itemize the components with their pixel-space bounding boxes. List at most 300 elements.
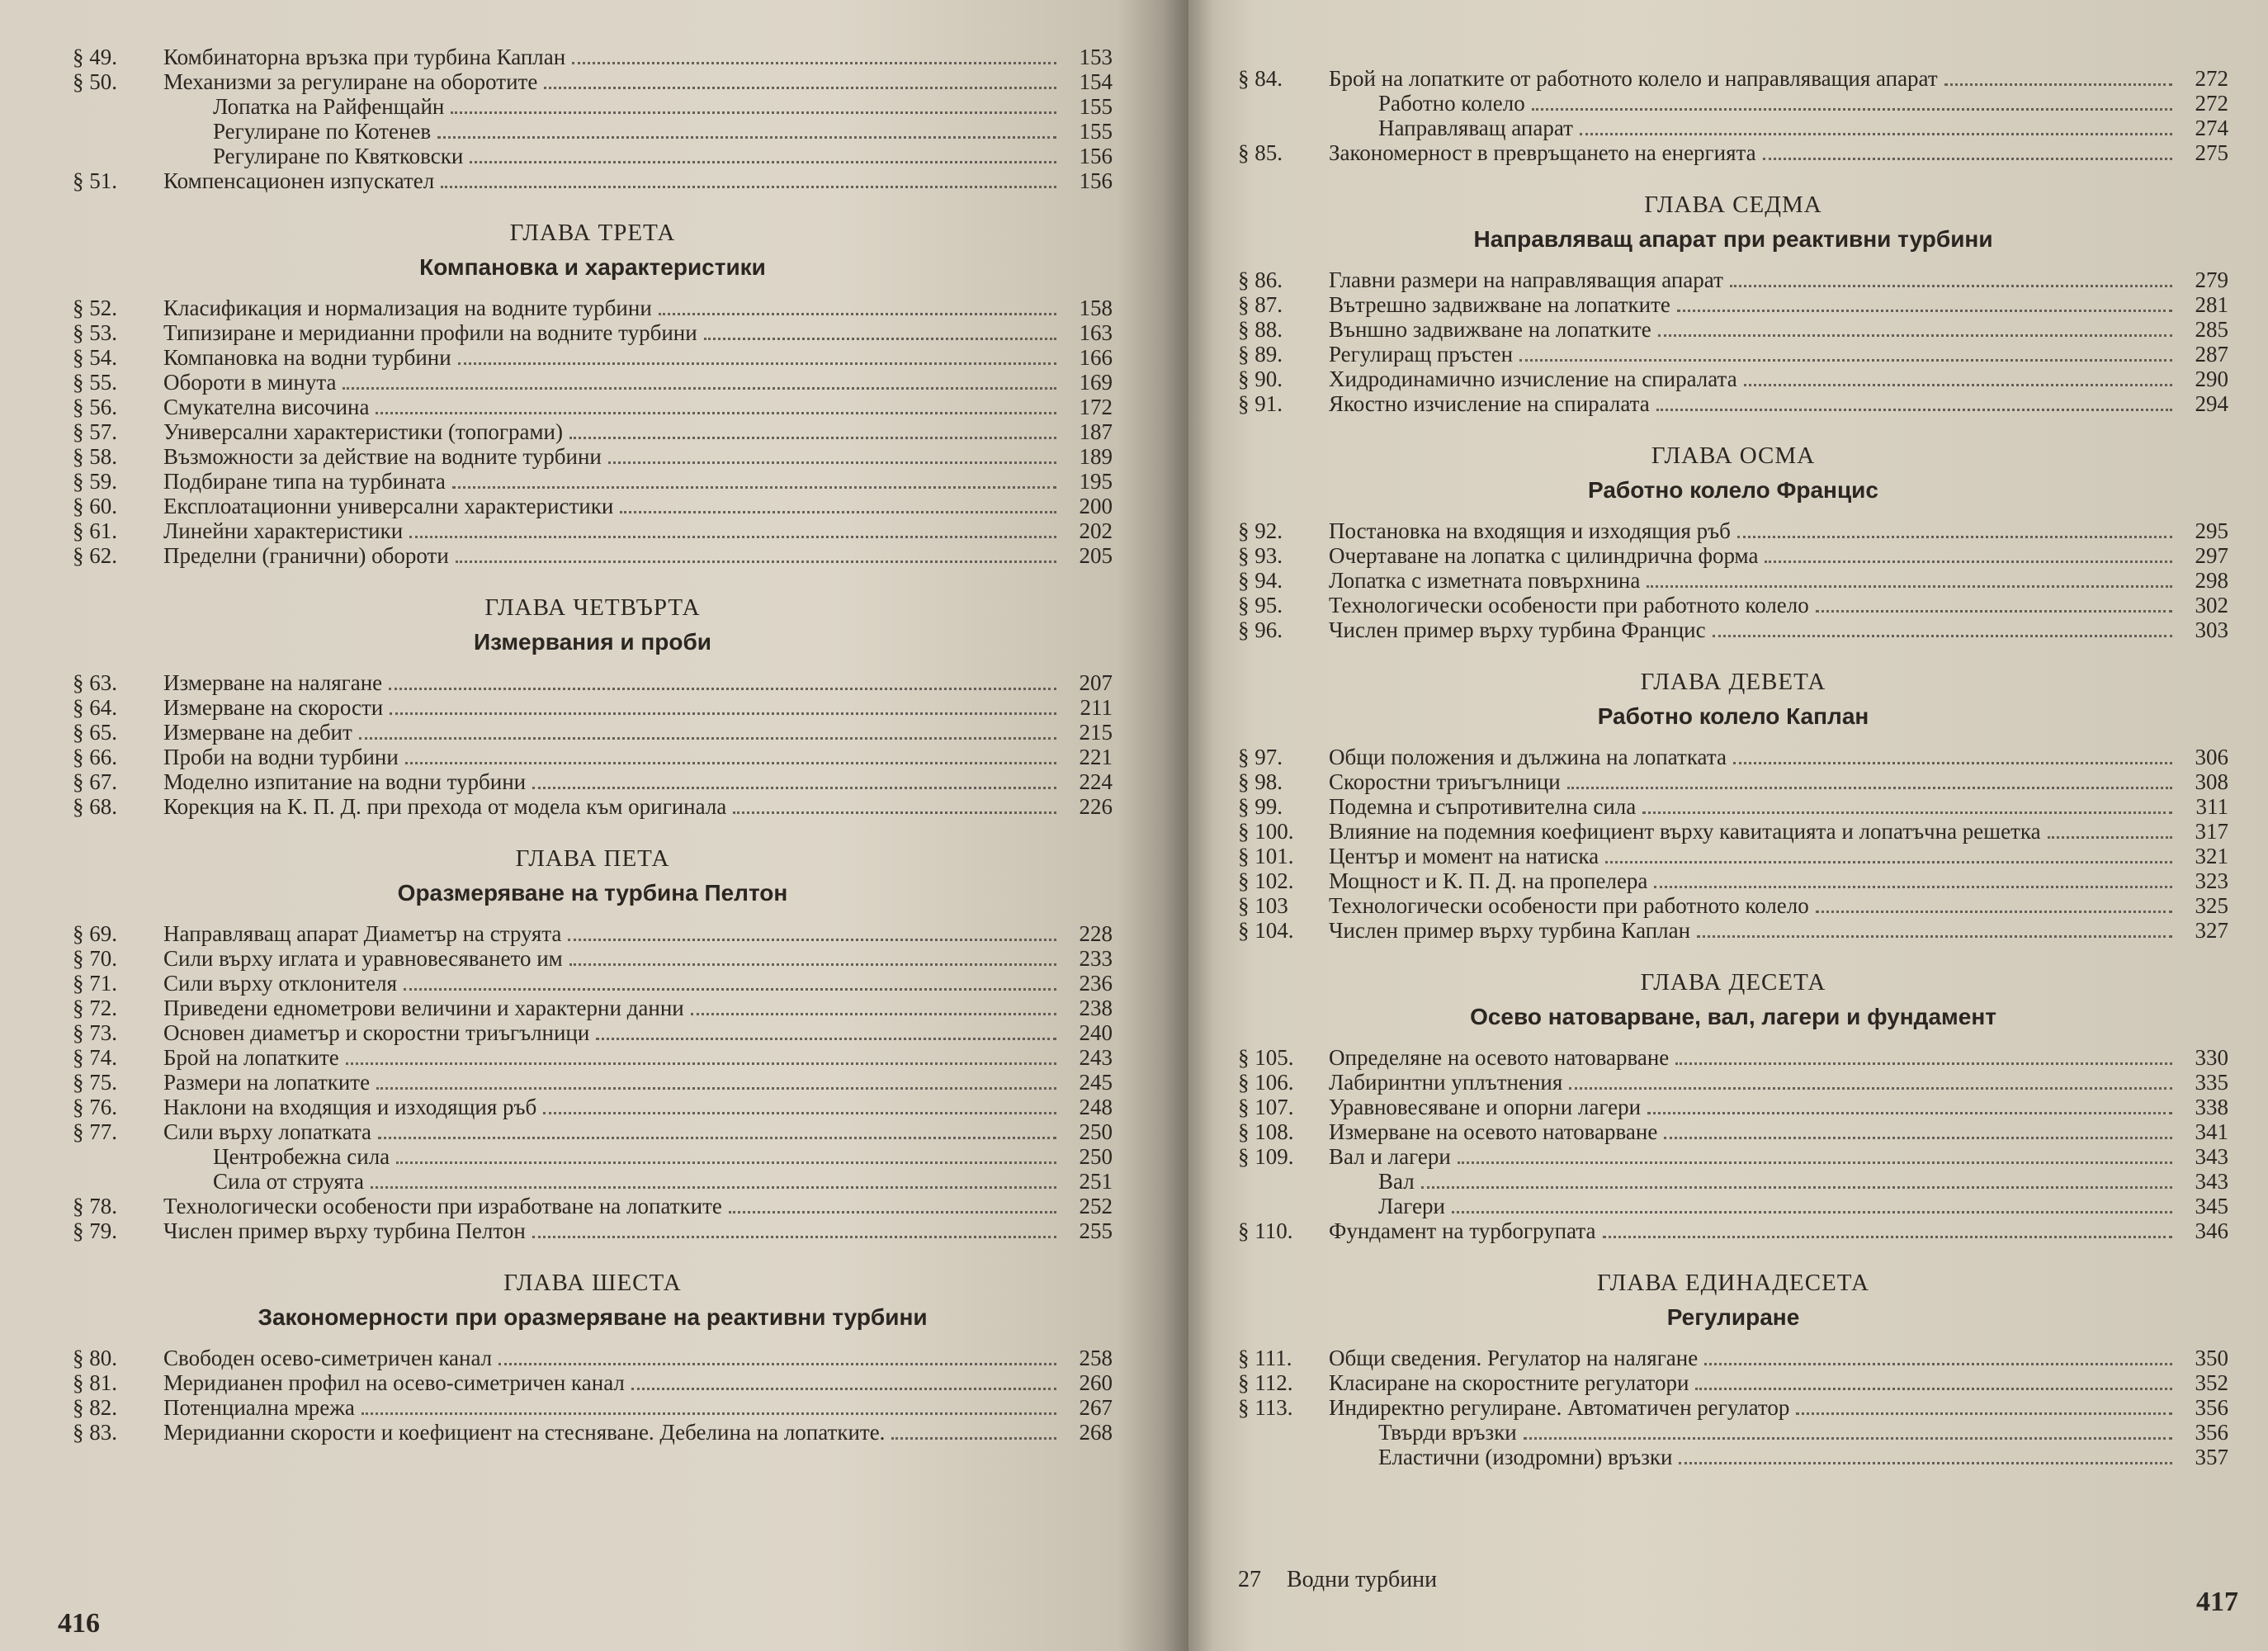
- toc-entry: [73, 320, 1113, 345]
- toc-entry: [73, 119, 1113, 144]
- dot-leader: [441, 186, 1056, 188]
- dot-leader: [405, 762, 1056, 764]
- toc-entry: [1238, 1045, 2228, 1070]
- toc-entry: [73, 1070, 1113, 1095]
- toc-entry: [1238, 91, 2228, 116]
- dot-leader: [1658, 334, 2172, 337]
- dot-leader: [396, 1161, 1056, 1164]
- entry-title: Центробежна сила: [213, 1144, 390, 1169]
- chapter-items: [1238, 1045, 2228, 1243]
- section-number: § 89.: [1238, 342, 1283, 367]
- entry-title: Хидродинамично изчисление на спиралата: [1329, 367, 1737, 391]
- chapter-7: [1238, 187, 2228, 416]
- section-number: § 101.: [1238, 844, 1294, 868]
- section-number: § 64.: [73, 695, 117, 720]
- entry-title: Класиране на скоростните регулатори: [1329, 1370, 1689, 1395]
- entry-page: 251: [1079, 1169, 1113, 1194]
- toc-entry: [73, 745, 1113, 769]
- entry-page: 330: [2195, 1045, 2228, 1070]
- entry-title: Експлоатационни универсални характеристики: [163, 494, 614, 518]
- chapter-items: [1238, 518, 2228, 642]
- section-number: § 50.: [73, 69, 117, 94]
- chapter-title: ГЛАВА СЕДМА: [1644, 192, 1822, 218]
- section-number: § 82.: [73, 1395, 117, 1420]
- section-number: § 51.: [73, 168, 117, 193]
- dot-leader: [608, 461, 1056, 464]
- toc-entry: [73, 444, 1113, 469]
- chapter-items: [73, 670, 1113, 819]
- entry-page: 228: [1079, 921, 1113, 946]
- entry-page: 224: [1079, 769, 1113, 794]
- entry-page: 258: [1079, 1346, 1113, 1370]
- dot-leader: [1677, 310, 2172, 312]
- chapter-title: ГЛАВА ДЕВЕТА: [1640, 669, 1826, 695]
- dot-leader: [1647, 585, 2172, 588]
- entry-title: Сили върху иглата и уравновесяването им: [163, 946, 563, 971]
- entry-page: 155: [1079, 94, 1113, 119]
- entry-title: Моделно изпитание на водни турбини: [163, 769, 527, 794]
- dot-leader: [1765, 561, 2172, 563]
- book-gutter: [1164, 0, 1213, 1651]
- toc-entry: [1238, 367, 2228, 391]
- entry-title: Числен пример върху турбина Пелтон: [163, 1218, 526, 1243]
- dot-leader: [1532, 108, 2172, 111]
- toc-entry: [73, 1045, 1113, 1070]
- dot-leader: [1713, 635, 2172, 637]
- toc-entry: [1238, 918, 2228, 943]
- dot-leader: [596, 1038, 1056, 1040]
- section-number: § 59.: [73, 469, 117, 494]
- entry-title: Общи сведения. Регулатор на налягане: [1329, 1346, 1699, 1370]
- entry-title: Сили върху отклонителя: [163, 971, 397, 996]
- entry-page: 302: [2195, 593, 2228, 617]
- toc-entry: [73, 469, 1113, 494]
- entry-page: 274: [2195, 116, 2228, 140]
- entry-title: Брой на лопатките: [163, 1045, 339, 1070]
- section-number: § 56.: [73, 395, 117, 419]
- entry-title: Свободен осево-симетричен канал: [163, 1346, 493, 1370]
- toc-entry: [73, 144, 1113, 168]
- entry-title: Измерване на скорости: [163, 695, 384, 720]
- chapter-5: [73, 840, 1113, 1243]
- entry-title: Направляващ апарат Диаметър на струята: [163, 921, 562, 946]
- entry-title: Обороти в минута: [163, 370, 337, 395]
- entry-page: 343: [2195, 1144, 2228, 1169]
- toc-entry: [1238, 745, 2228, 769]
- dot-leader: [1452, 1211, 2172, 1213]
- toc-entry: [1238, 593, 2228, 617]
- entry-title: Комбинаторна връзка при турбина Каплан: [163, 45, 566, 69]
- dot-leader: [1524, 1437, 2172, 1440]
- toc-entry: [73, 168, 1113, 193]
- dot-leader: [572, 62, 1056, 64]
- section-number: § 70.: [73, 946, 117, 971]
- section-number: § 58.: [73, 444, 117, 469]
- toc-entry: [73, 670, 1113, 695]
- dot-leader: [1656, 409, 2172, 411]
- entry-title: Меридианен профил на осево-симетричен канал: [163, 1370, 625, 1395]
- entry-page: 345: [2195, 1194, 2228, 1218]
- dot-leader: [704, 338, 1056, 340]
- section-number: § 85.: [1238, 140, 1283, 165]
- entry-page: 226: [1079, 794, 1113, 819]
- toc-entry: [1238, 1095, 2228, 1119]
- chapter-11: [1238, 1265, 2228, 1469]
- section-number: § 61.: [73, 518, 117, 543]
- dot-leader: [378, 1137, 1056, 1139]
- chapter-items: [73, 921, 1113, 1243]
- section-number: § 71.: [73, 971, 117, 996]
- dot-leader: [1421, 1186, 2172, 1189]
- entry-page: 275: [2195, 140, 2228, 165]
- entry-page: 338: [2195, 1095, 2228, 1119]
- dot-leader: [371, 1186, 1056, 1189]
- entry-page: 195: [1079, 469, 1113, 494]
- entry-title: Лагери: [1378, 1194, 1445, 1218]
- entry-title: Основен диаметър и скоростни триъгълници: [163, 1020, 590, 1045]
- entry-page: 268: [1079, 1420, 1113, 1445]
- dot-leader: [1695, 1388, 2172, 1390]
- section-number: § 87.: [1238, 292, 1283, 317]
- entry-title: Влияние на подемния коефициент върху кавитацията и лопатъчна решетка: [1329, 819, 2041, 844]
- dot-leader: [631, 1388, 1056, 1390]
- section-number: § 98.: [1238, 769, 1283, 794]
- entry-page: 323: [2195, 868, 2228, 893]
- dot-leader: [404, 988, 1056, 991]
- chapter-title: ГЛАВА ТРЕТА: [509, 220, 676, 246]
- entry-page: 321: [2195, 844, 2228, 868]
- entry-page: 290: [2195, 367, 2228, 391]
- toc-entry: [73, 94, 1113, 119]
- entry-title: Технологически особености при работното колело: [1329, 593, 1809, 617]
- chapter-items: [1238, 267, 2228, 416]
- entry-title: Общи положения и дължина на лопатката: [1329, 745, 1727, 769]
- entry-page: 350: [2195, 1346, 2228, 1370]
- toc-entry: [1238, 267, 2228, 292]
- section-number: § 62.: [73, 543, 117, 568]
- entry-title: Пределни (гранични) обороти: [163, 543, 449, 568]
- dot-leader: [346, 1062, 1056, 1065]
- entry-page: 252: [1079, 1194, 1113, 1218]
- entry-page: 158: [1079, 296, 1113, 320]
- entry-page: 272: [2195, 91, 2228, 116]
- toc-entry: [1238, 1194, 2228, 1218]
- entry-title: Приведени еднометрови величини и характерни данни: [163, 996, 684, 1020]
- toc-entry: [1238, 1070, 2228, 1095]
- section-number: § 67.: [73, 769, 117, 794]
- toc-entry: [73, 921, 1113, 946]
- toc-entry: [1238, 518, 2228, 543]
- entry-page: 295: [2195, 518, 2228, 543]
- entry-page: 287: [2195, 342, 2228, 367]
- entry-title: Якостно изчисление на спиралата: [1329, 391, 1650, 416]
- toc-entry: [73, 946, 1113, 971]
- signature-title: Водни турбини: [1287, 1567, 1438, 1592]
- entry-title: Типизиране и меридианни профили на водните турбини: [163, 320, 697, 345]
- entry-title: Вътрешно задвижване на лопатките: [1329, 292, 1670, 317]
- intro-list: [73, 45, 1113, 193]
- dot-leader: [569, 963, 1056, 966]
- entry-page: 341: [2195, 1119, 2228, 1144]
- dot-leader: [1744, 384, 2172, 386]
- entry-page: 250: [1079, 1119, 1113, 1144]
- entry-page: 281: [2195, 292, 2228, 317]
- entry-title: Универсални характеристики (топограми): [163, 419, 563, 444]
- section-number: § 93.: [1238, 543, 1283, 568]
- section-number: § 57.: [73, 419, 117, 444]
- section-number: § 112.: [1238, 1370, 1293, 1395]
- section-number: § 54.: [73, 345, 117, 370]
- dot-leader: [451, 111, 1056, 114]
- entry-page: 169: [1079, 370, 1113, 395]
- toc-entry: [73, 543, 1113, 568]
- dot-leader: [1569, 1087, 2172, 1090]
- chapter-subtitle: Направляващ апарат при реактивни турбини: [1473, 226, 1993, 252]
- entry-page: 248: [1079, 1095, 1113, 1119]
- dot-leader: [1763, 158, 2172, 160]
- entry-title: Уравновесяване и опорни лагери: [1329, 1095, 1642, 1119]
- entry-page: 156: [1079, 168, 1113, 193]
- chapter-6: [73, 1265, 1113, 1445]
- entry-title: Направляващ апарат: [1378, 116, 1573, 140]
- toc-entry: [1238, 1119, 2228, 1144]
- section-number: § 95.: [1238, 593, 1283, 617]
- dot-leader: [543, 1112, 1056, 1114]
- chapter-title: ГЛАВА ЕДИНАДЕСЕТА: [1597, 1270, 1869, 1296]
- entry-title: Вал: [1378, 1169, 1415, 1194]
- entry-page: 356: [2195, 1420, 2228, 1445]
- section-number: § 92.: [1238, 518, 1283, 543]
- toc-entry: [1238, 1420, 2228, 1445]
- dot-leader: [376, 1087, 1056, 1090]
- entry-title: Проби на водни турбини: [163, 745, 399, 769]
- dot-leader: [498, 1363, 1056, 1365]
- chapter-items: [1238, 1346, 2228, 1469]
- toc-entry: [73, 1346, 1113, 1370]
- section-number: § 63.: [73, 670, 117, 695]
- entry-title: Външно задвижване на лопатките: [1329, 317, 1651, 342]
- entry-page: 238: [1079, 996, 1113, 1020]
- dot-leader: [1605, 861, 2172, 863]
- chapter-subtitle: Осево натоварване, вал, лагери и фундамент: [1470, 1004, 1996, 1029]
- dot-leader: [456, 561, 1056, 563]
- right-page: [1188, 0, 2268, 1651]
- chapter-3: [73, 215, 1113, 568]
- toc-entry: [1238, 391, 2228, 416]
- toc-entry: [73, 419, 1113, 444]
- dot-leader: [568, 939, 1056, 941]
- dot-leader: [458, 362, 1056, 365]
- dot-leader: [1664, 1137, 2172, 1139]
- entry-page: 255: [1079, 1218, 1113, 1243]
- dot-leader: [470, 161, 1056, 163]
- entry-title: Еластични (изодромни) връзки: [1378, 1445, 1673, 1469]
- chapter-subtitle: Работно колело Каплан: [1597, 703, 1869, 729]
- toc-entry: [73, 45, 1113, 69]
- dot-leader: [1580, 133, 2172, 135]
- dot-leader: [1675, 1062, 2172, 1065]
- entry-title: Размери на лопатките: [163, 1070, 371, 1095]
- section-number: § 94.: [1238, 568, 1283, 593]
- chapter-subtitle: Измервания и проби: [473, 629, 711, 655]
- toc-entry: [73, 1020, 1113, 1045]
- entry-page: 236: [1079, 971, 1113, 996]
- entry-page: 346: [2195, 1218, 2228, 1243]
- toc-entry: [73, 794, 1113, 819]
- section-number: § 60.: [73, 494, 117, 518]
- entry-title: Числен пример върху турбина Каплан: [1329, 918, 1691, 943]
- dot-leader: [1816, 911, 2172, 913]
- toc-entry: [73, 1218, 1113, 1243]
- entry-title: Очертаване на лопатка с цилиндрична форма: [1329, 543, 1759, 568]
- dot-leader: [409, 536, 1056, 538]
- entry-title: Подемна и съпротивителна сила: [1329, 794, 1637, 819]
- entry-title: Твърди връзки: [1378, 1420, 1517, 1445]
- toc-entry: [73, 345, 1113, 370]
- section-number: § 111.: [1238, 1346, 1292, 1370]
- section-number: § 74.: [73, 1045, 117, 1070]
- dot-leader: [729, 1211, 1056, 1213]
- entry-title: Главни размери на направляващия апарат: [1329, 267, 1723, 292]
- toc-entry: [1238, 1218, 2228, 1243]
- chapter-title: ГЛАВА ЧЕТВЪРТА: [484, 594, 701, 621]
- dot-leader: [1944, 83, 2172, 86]
- entry-title: Фундамент на турбогрупата: [1329, 1218, 1596, 1243]
- entry-title: Линейни характеристики: [163, 518, 404, 543]
- toc-entry: [1238, 1169, 2228, 1194]
- chapter-title: ГЛАВА ШЕСТА: [503, 1270, 682, 1296]
- toc-entry: [1238, 292, 2228, 317]
- toc-entry: [1238, 1395, 2228, 1420]
- entry-page: 205: [1079, 543, 1113, 568]
- entry-page: 343: [2195, 1169, 2228, 1194]
- toc-entry: [1238, 769, 2228, 794]
- entry-title: Измерване на дебит: [163, 720, 352, 745]
- toc-entry: [73, 1095, 1113, 1119]
- chapter-title: ГЛАВА ОСМА: [1651, 442, 1816, 469]
- entry-title: Сила от струята: [213, 1169, 364, 1194]
- toc-entry: [73, 395, 1113, 419]
- right-toc: [1238, 66, 2228, 1469]
- dot-leader: [1654, 886, 2172, 888]
- chapter-subtitle: Оразмеряване на турбина Пелтон: [397, 880, 788, 906]
- toc-entry: [1238, 317, 2228, 342]
- entry-title: Лопатка на Райфенщайн: [213, 94, 445, 119]
- toc-entry: [1238, 140, 2228, 165]
- toc-entry: [73, 695, 1113, 720]
- toc-entry: [1238, 617, 2228, 642]
- entry-title: Измерване на осевото натоварване: [1329, 1119, 1658, 1144]
- entry-title: Компенсационен изпускател: [163, 168, 435, 193]
- chapter-10: [1238, 964, 2228, 1243]
- chapter-subtitle: Работно колело Францис: [1588, 477, 1878, 503]
- dot-leader: [437, 136, 1056, 139]
- entry-page: 243: [1079, 1045, 1113, 1070]
- dot-leader: [376, 412, 1056, 414]
- dot-leader: [1458, 1161, 2172, 1164]
- entry-page: 200: [1079, 494, 1113, 518]
- entry-page: 240: [1079, 1020, 1113, 1045]
- dot-leader: [1679, 1462, 2172, 1464]
- toc-entry: [73, 370, 1113, 395]
- chapter-title: ГЛАВА ДЕСЕТА: [1640, 969, 1826, 996]
- dot-leader: [532, 1236, 1056, 1238]
- section-number: § 102.: [1238, 868, 1294, 893]
- toc-entry: [73, 518, 1113, 543]
- toc-entry: [73, 296, 1113, 320]
- entry-page: 202: [1079, 518, 1113, 543]
- toc-entry: [1238, 66, 2228, 91]
- entry-page: 311: [2195, 794, 2228, 819]
- dot-leader: [1816, 610, 2172, 613]
- section-number: § 69.: [73, 921, 117, 946]
- entry-page: 156: [1079, 144, 1113, 168]
- dot-leader: [361, 1412, 1056, 1415]
- dot-leader: [891, 1437, 1056, 1440]
- entry-page: 303: [2195, 617, 2228, 642]
- entry-title: Лопатка с изметната повърхнина: [1329, 568, 1641, 593]
- entry-title: Мощност и К. П. Д. на пропелера: [1329, 868, 1648, 893]
- toc-entry: [1238, 868, 2228, 893]
- section-number: § 49.: [73, 45, 117, 69]
- entry-page: 317: [2195, 819, 2228, 844]
- dot-leader: [1704, 1363, 2172, 1365]
- section-number: § 81.: [73, 1370, 117, 1395]
- entry-page: 250: [1079, 1144, 1113, 1169]
- entry-title: Център и момент на натиска: [1329, 844, 1599, 868]
- entry-page: 272: [2195, 66, 2228, 91]
- entry-title: Вал и лагери: [1329, 1144, 1451, 1169]
- toc-entry: [73, 494, 1113, 518]
- section-number: § 88.: [1238, 317, 1283, 342]
- intro-list: [1238, 66, 2228, 165]
- entry-page: 155: [1079, 119, 1113, 144]
- toc-entry: [1238, 1370, 2228, 1395]
- section-number: § 106.: [1238, 1070, 1294, 1095]
- entry-title: Технологически особености при работното колело: [1329, 893, 1809, 918]
- toc-entry: [1238, 116, 2228, 140]
- signature-line: [1238, 1567, 1457, 1593]
- entry-page: 297: [2195, 543, 2228, 568]
- section-number: § 53.: [73, 320, 117, 345]
- toc-entry: [73, 1395, 1113, 1420]
- section-number: § 91.: [1238, 391, 1283, 416]
- dot-leader: [1730, 285, 2172, 287]
- entry-page: 221: [1079, 745, 1113, 769]
- toc-entry: [73, 720, 1113, 745]
- section-number: § 86.: [1238, 267, 1283, 292]
- entry-page: 215: [1079, 720, 1113, 745]
- entry-title: Механизми за регулиране на оборотите: [163, 69, 538, 94]
- dot-leader: [1733, 762, 2172, 764]
- toc-entry: [1238, 893, 2228, 918]
- chapter-subtitle: Закономерности при оразмеряване на реактивни турбини: [258, 1304, 928, 1330]
- entry-title: Компановка на водни турбини: [163, 345, 451, 370]
- section-number: § 99.: [1238, 794, 1283, 819]
- section-number: § 108.: [1238, 1119, 1294, 1144]
- dot-leader: [1697, 935, 2172, 938]
- page-number: 416: [58, 1608, 100, 1639]
- section-number: § 77.: [73, 1119, 117, 1144]
- dot-leader: [1647, 1112, 2172, 1114]
- entry-page: 245: [1079, 1070, 1113, 1095]
- entry-page: 211: [1080, 695, 1113, 720]
- section-number: § 66.: [73, 745, 117, 769]
- entry-page: 166: [1079, 345, 1113, 370]
- entry-title: Скоростни триъгълници: [1329, 769, 1561, 794]
- toc-entry: [73, 996, 1113, 1020]
- entry-title: Потенциална мрежа: [163, 1395, 355, 1420]
